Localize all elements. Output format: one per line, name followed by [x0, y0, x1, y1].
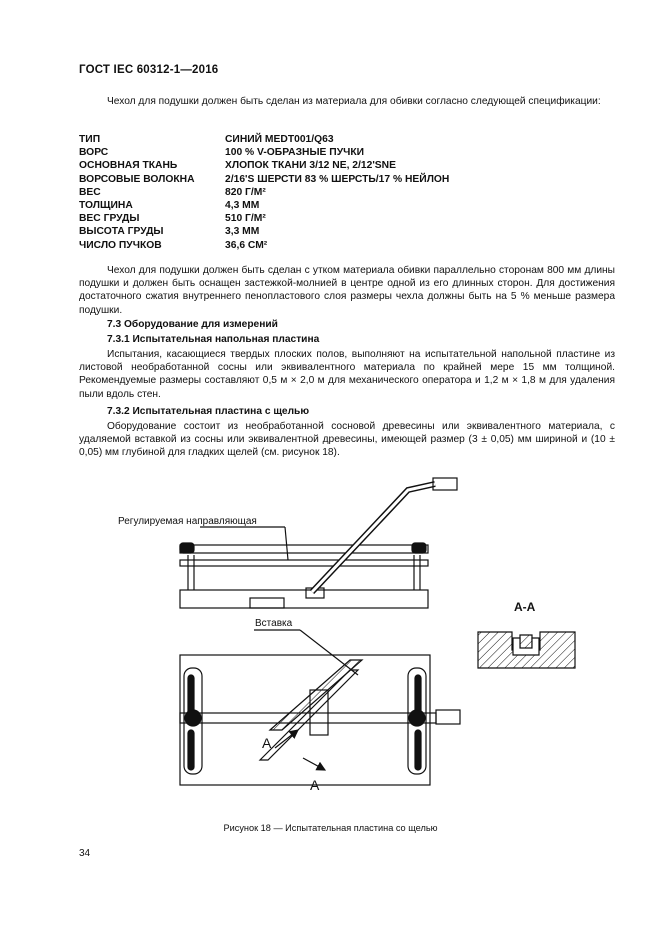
spec-key: ОСНОВНАЯ ТКАНЬ [79, 160, 178, 172]
spec-value: 820 Г/М² [225, 186, 266, 198]
figure-caption: Рисунок 18 — Испытательная пластина со щелью [223, 823, 438, 833]
spec-key: ТОЛЩИНА [79, 200, 133, 212]
spec-row [79, 159, 449, 172]
section-7-3-1-heading: 7.3.1 Испытательная напольная пластина [107, 334, 320, 345]
spec-key: ЧИСЛО ПУЧКОВ [79, 239, 162, 251]
spec-key: ВЫСОТА ГРУДЫ [79, 226, 164, 238]
section-aa-view [478, 632, 575, 668]
spec-row [79, 173, 449, 186]
spec-row [79, 225, 449, 238]
section-mark-a2: А [310, 777, 320, 793]
plan-view [180, 655, 460, 785]
spec-key: ВОРСОВЫЕ ВОЛОКНА [79, 173, 195, 185]
section-7-3-heading: 7.3 Оборудование для измерений [107, 319, 278, 330]
insert-label: Вставка [255, 618, 293, 629]
spec-key: ТИП [79, 134, 101, 145]
spec-value: 510 Г/М² [225, 213, 266, 225]
spec-row [79, 146, 449, 159]
spec-table [79, 133, 449, 252]
spec-value: 36,6 СМ² [225, 239, 268, 251]
spec-value: ХЛОПОК ТКАНИ 3/12 NE, 2/12'SNE [225, 160, 396, 172]
page-number: 34 [79, 848, 91, 859]
guide-leader-pointer [285, 527, 288, 560]
page-header: ГОСТ IEC 60312-1—2016 [79, 64, 219, 76]
spec-row [79, 199, 449, 212]
section-arrow-a2 [303, 758, 325, 770]
figure-18-drawing [100, 470, 580, 800]
intro-paragraph: Чехол для подушки должен быть сделан из материала для обивки согласно следующей спецификации: [107, 96, 601, 107]
spec-value: 100 % V-ОБРАЗНЫЕ ПУЧКИ [225, 147, 365, 159]
spec-value: 4,3 ММ [225, 200, 260, 212]
spec-row [79, 212, 449, 225]
section-7-3-2-heading: 7.3.2 Испытательная пластина с щелью [107, 406, 310, 417]
slot-plate-paragraph: Оборудование состоит из необработанной сосновой древесины или эквивалентного материала, с удаляемой вставкой из сосны или эквивалентной древесины, имеющей размер (3 ± 0,05) мм шириной и (10 ± 0,05) мм глубиной для гладких щелей (см. рисунок 18). [79, 421, 615, 459]
spec-key: ВОРС [79, 147, 109, 159]
spec-value: 2/16'S ШЕРСТИ 83 % ШЕРСТЬ/17 % НЕЙЛОН [225, 173, 450, 185]
guide-label: Регулируемая направляющая [118, 516, 257, 527]
spec-row [79, 186, 449, 199]
spec-key: ВЕС [79, 186, 101, 198]
spec-value: СИНИЙ MEDT001/Q63 [225, 134, 334, 145]
spec-row [79, 239, 449, 252]
spec-value: 3,3 ММ [225, 226, 260, 238]
insert-leader-pointer [300, 630, 358, 675]
spec-row [79, 133, 449, 146]
spec-key: ВЕС ГРУДЫ [79, 213, 140, 225]
floor-plate-paragraph: Испытания, касающиеся твердых плоских полов, выполняют на испытательной напольной пластине из листовой необработанной сосны или эквивалентного материала по крайней мере 15 мм толщиной. Рекомендуемые размеры составляют 0,5 м × 2,0 м для механического оператора и 1,2 м × 1,8 м для удаления пыли вдоль стен. [79, 349, 615, 400]
section-aa-label: А-А [514, 600, 536, 614]
side-view [180, 478, 457, 608]
cover-paragraph: Чехол для подушки должен быть сделан с утком материала обивки параллельно сторонам 800 мм длины подушки и должен быть оснащен застежкой-молнией в центре одной из его длинных сторон. Для достижения достаточного сжатия внутреннего пенопластового слоя размеры чехла должны быть на 5 % меньше размера подушки. [79, 265, 615, 316]
section-mark-a1: А [262, 735, 272, 751]
